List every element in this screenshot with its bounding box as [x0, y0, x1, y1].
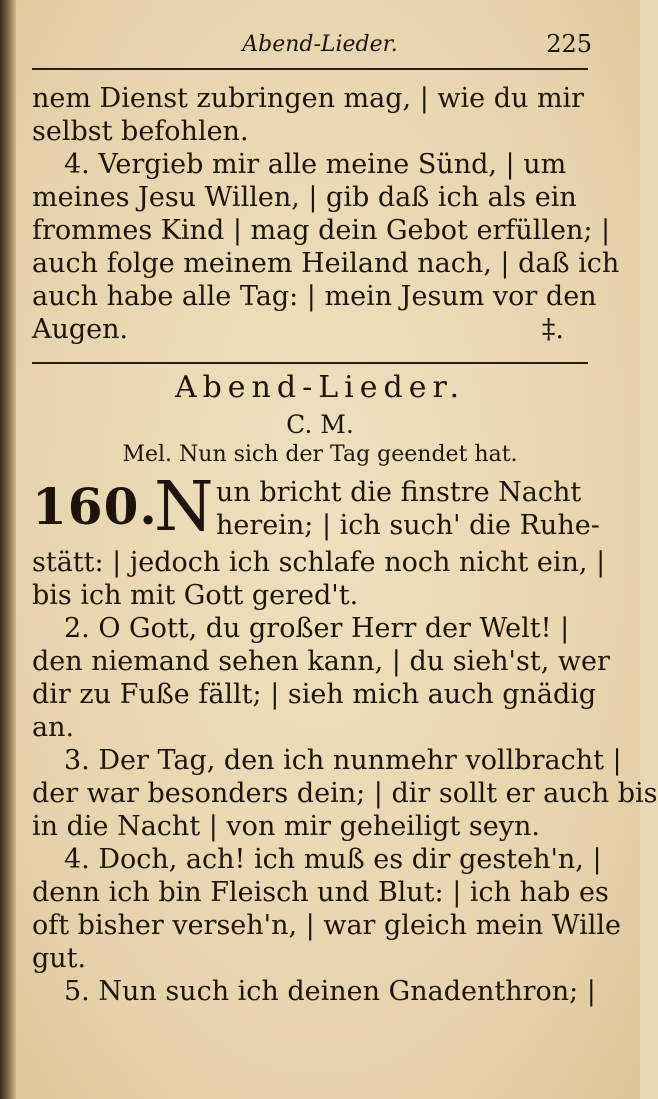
text-line: 4. Doch, ach! ich muß es dir gesteh'n, | [64, 844, 602, 875]
text-line: frommes Kind | mag dein Gebot erfüllen; | [32, 215, 611, 246]
hymn-number: 160. [32, 477, 158, 536]
text-line: auch habe alle Tag: | mein Jesum vor den [32, 281, 597, 312]
continued-hymn-text [32, 82, 620, 346]
text-line: herein; | ich such' die Ruhe- [216, 510, 600, 541]
text-line: stätt: | jedoch ich schlafe noch nicht ein, | [32, 547, 606, 578]
hymn-first-lines [216, 476, 600, 542]
book-binding-edge [0, 0, 16, 1099]
author-initials: C. M. [286, 410, 354, 439]
page-number: 225 [546, 30, 592, 58]
running-head [0, 28, 640, 62]
text-line: Augen. [32, 314, 129, 345]
text-line-last [32, 313, 588, 346]
text-line: gut. [32, 943, 87, 974]
running-title: Abend-Lieder. [242, 32, 398, 57]
text-line: un bricht die finstre Nacht [216, 477, 582, 508]
text-line: 5. Nun such ich deinen Gnadenthron; | [64, 976, 596, 1007]
text-line: auch folge meinem Heiland nach, | daß ich [32, 248, 620, 279]
melody-indication: Mel. Nun sich der Tag geendet hat. [122, 442, 518, 467]
text-line: dir zu Fuße fällt; | sieh mich auch gnädig [32, 679, 597, 710]
text-line: oft bisher verseh'n, | war gleich mein Wille [32, 910, 622, 941]
end-mark: ‡. [541, 314, 564, 345]
text-line: meines Jesu Willen, | gib daß ich als ein [32, 182, 577, 213]
section-heading: Abend-Lieder. [174, 370, 466, 405]
drop-cap: N [154, 468, 214, 547]
hymn-text [32, 546, 658, 1008]
text-line: 2. O Gott, du großer Herr der Welt! | [64, 613, 570, 644]
text-line: an. [32, 712, 75, 743]
hymn-start [32, 468, 600, 547]
text-line: der war besonders dein; | dir sollt er auch bis [32, 778, 658, 809]
text-line: selbst befohlen. [32, 116, 249, 147]
text-line: denn ich bin Fleisch und Blut: | ich hab es [32, 877, 609, 908]
text-line: 4. Vergieb mir alle meine Sünd, | um [64, 149, 567, 180]
text-line: 3. Der Tag, den ich nunmehr vollbracht | [64, 745, 622, 776]
header-rule [32, 68, 588, 70]
text-line: in die Nacht | von mir geheiligt seyn. [32, 811, 540, 842]
section-rule [32, 362, 588, 364]
text-line: nem Dienst zubringen mag, | wie du mir [32, 83, 585, 114]
text-line: bis ich mit Gott gered't. [32, 580, 359, 611]
text-line: den niemand sehen kann, | du sieh'st, wer [32, 646, 610, 677]
